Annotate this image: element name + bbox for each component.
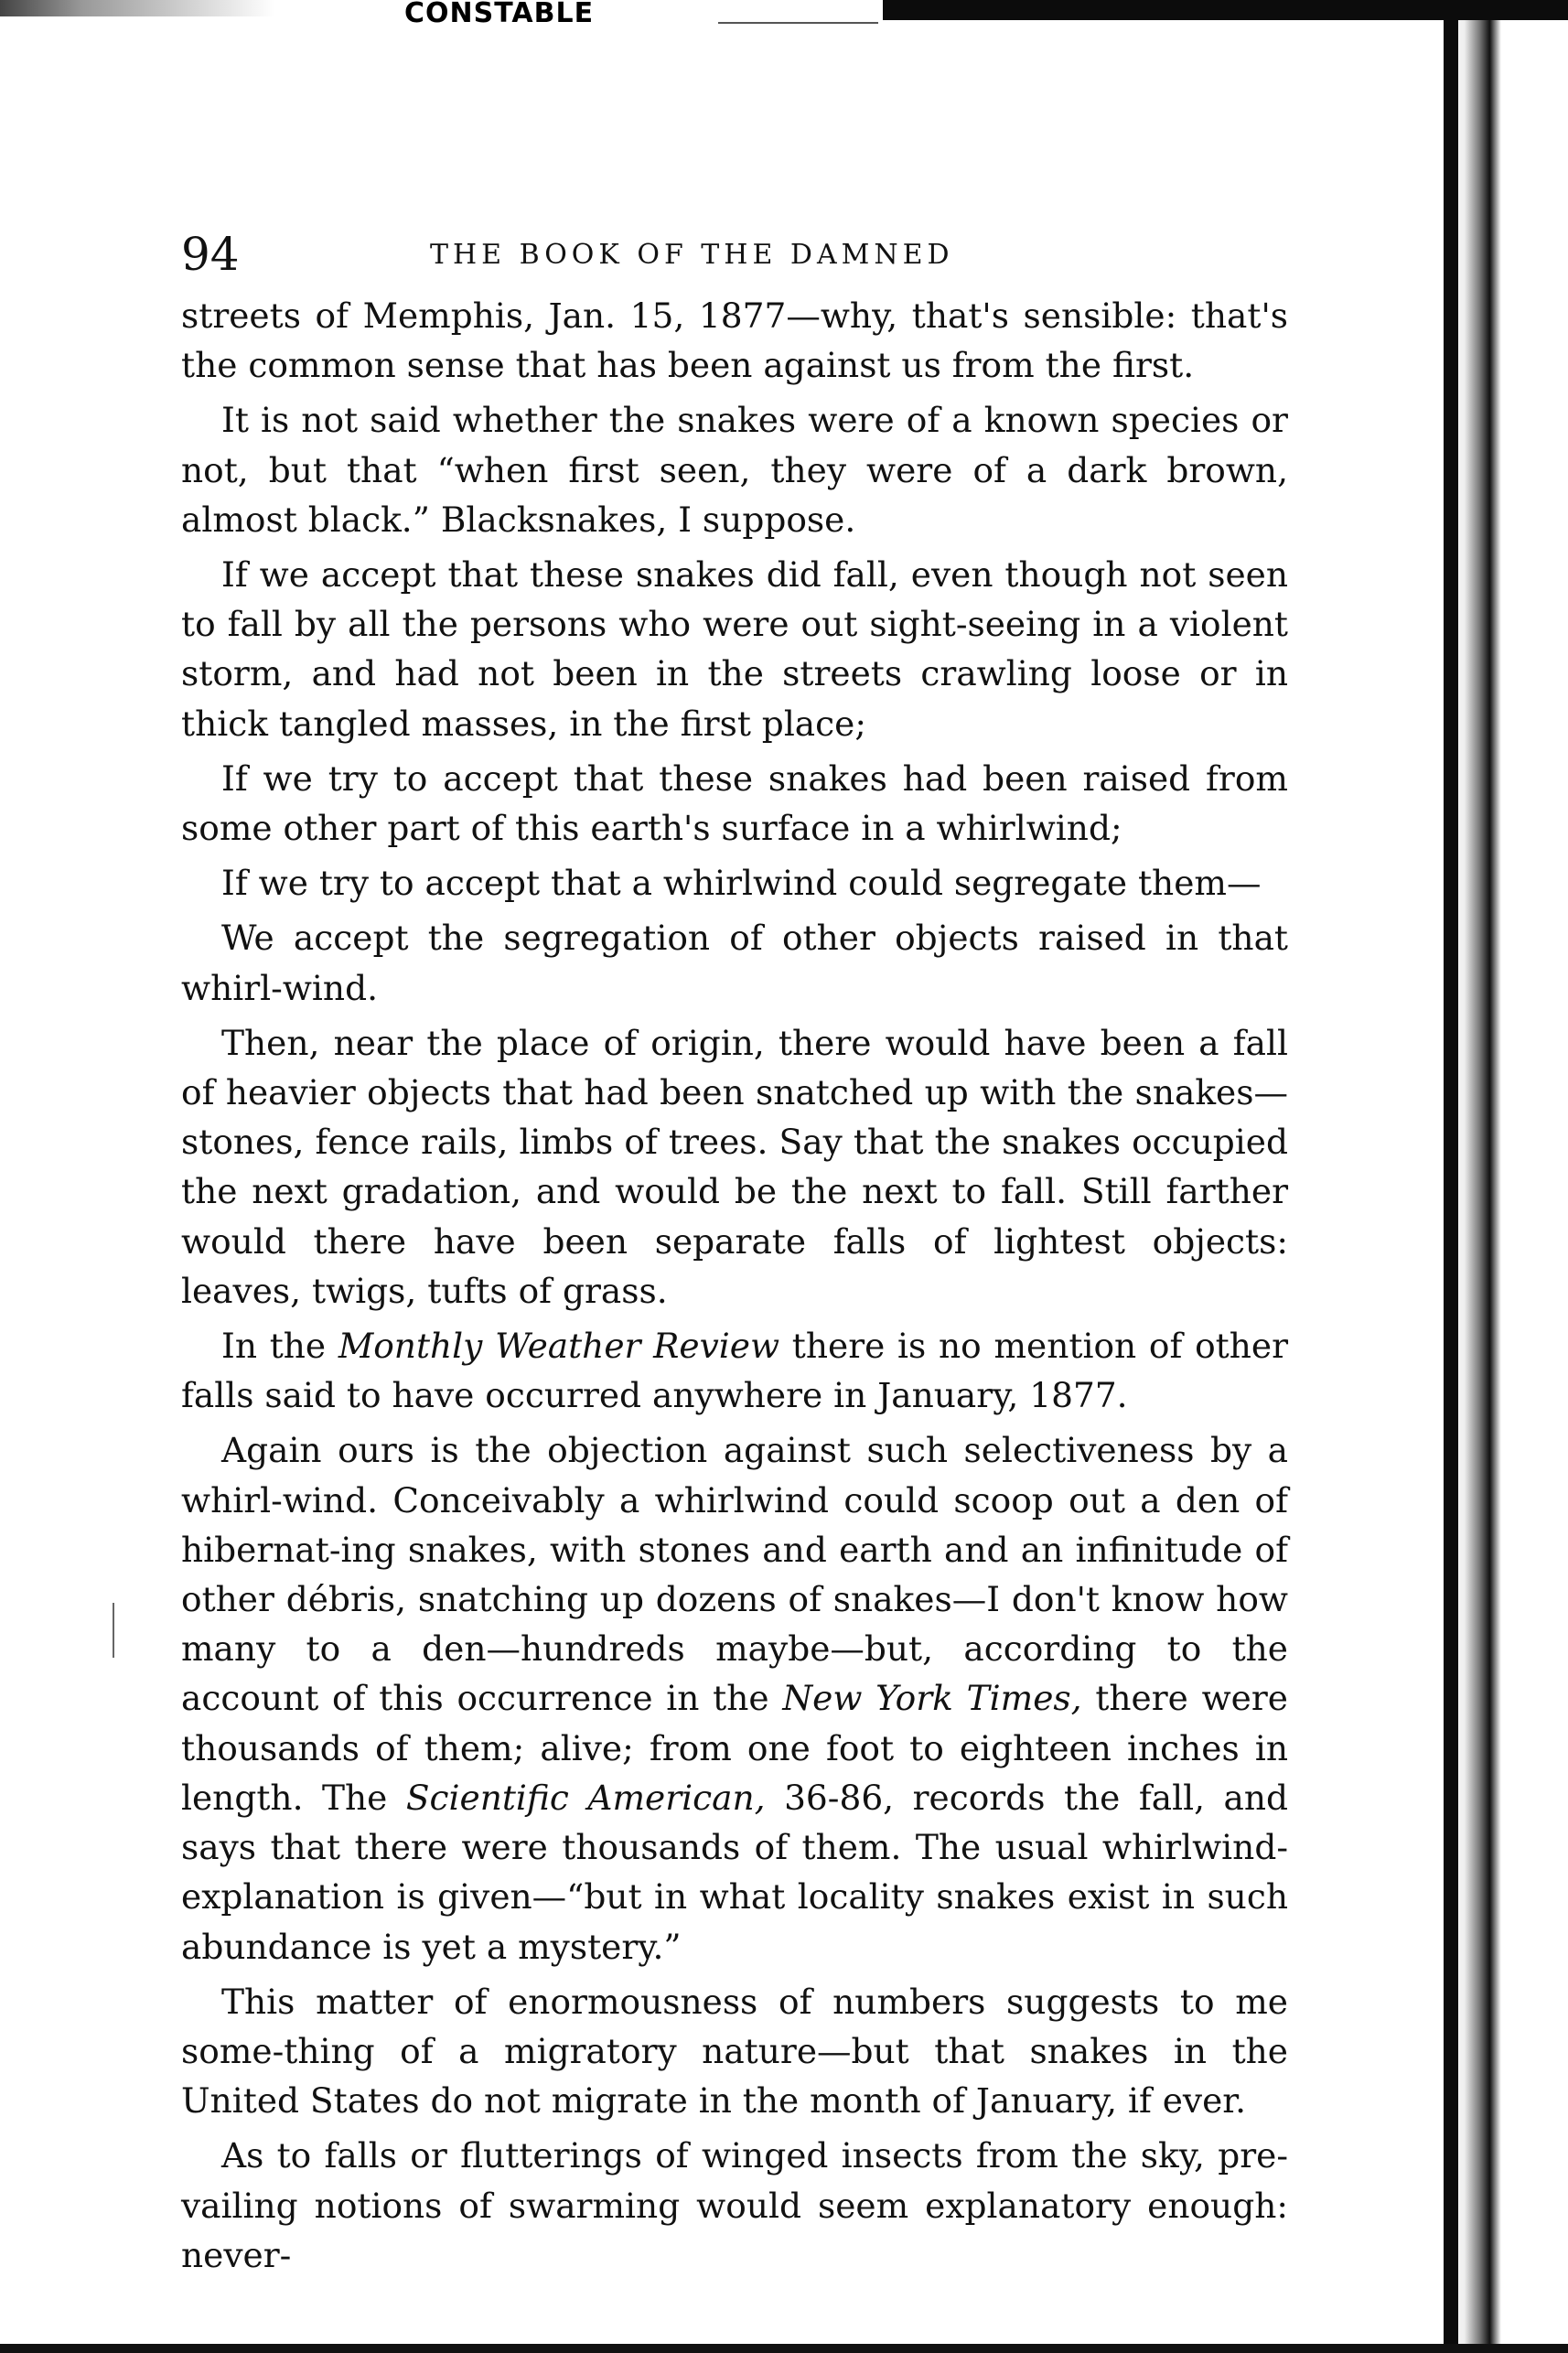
paragraph <box>181 1425 1288 1971</box>
paragraph: This matter of enormousness of numbers suggests to me some-thing of a migratory nature—but that snakes in the United States do not migrate in the month of January, if ever. <box>181 1981 1288 2122</box>
text-body <box>181 291 1288 2285</box>
book-spine-edge <box>1442 20 1568 2353</box>
book-spine-bar <box>1444 20 1458 2353</box>
running-head: THE BOOK OF THE DAMNED <box>430 239 954 271</box>
scan-top-label: CONSTABLE <box>404 0 595 29</box>
paragraph: If we accept that these snakes did fall, even though not seen to fall by all the persons who were out sight-seeing in a violent storm, and had not been in the streets crawling loose or in thick tangled masses, in the first place; <box>181 554 1288 744</box>
publication-title: New York Times, <box>782 1678 1082 1719</box>
paragraph <box>181 1321 1288 1420</box>
scan-edge-shadow <box>0 0 274 16</box>
paragraph: If we try to accept that a whirlwind could segregate them— <box>221 863 1262 904</box>
paragraph: We accept the segregation of other objects raised in that whirl-wind. <box>181 918 1288 1008</box>
scan-bottom-border <box>0 2344 1568 2353</box>
scan-top-border <box>883 0 1568 20</box>
paragraph-text: Again ours is the objection against such selectiveness by a whirl-wind. Conceivably a whirlwind could scoop out a den of hibernat-ing snakes, with stones and earth and an infinitude of other débris, snatching up dozens of snakes—I don't know how many to a den—hundreds maybe—but, according to the account of this occurrence in the <box>181 1430 1288 1719</box>
paragraph: streets of Memphis, Jan. 15, 1877—why, that's sensible: that's the common sense that has been against us from the first. <box>181 295 1288 386</box>
paragraph-text: there is no mention of other falls said to have occurred anywhere in January, 1877. <box>181 1326 1288 1416</box>
publication-title: Scientific American, <box>405 1777 766 1818</box>
page-number: 94 <box>181 228 240 281</box>
paragraph: Then, near the place of origin, there would have been a fall of heavier objects that had been snatched up with the snakes—stones, fence rails, limbs of trees. Say that the snakes occupied the next gradation, and would be the next to fall. Still farther would there have been separate falls of lightest objects: leaves, twigs, tufts of grass. <box>181 1022 1288 1311</box>
paragraph: As to falls or flutterings of winged insects from the sky, pre-vailing notions of swarming would seem explanatory enough: never- <box>181 2135 1288 2275</box>
scan-dash-mark <box>718 22 878 24</box>
publication-title: Monthly Weather Review <box>338 1326 780 1367</box>
paragraph: If we try to accept that these snakes had been raised from some other part of this earth's surface in a whirlwind; <box>181 757 1288 849</box>
paragraph-text: there were thousands of them; alive; from one foot to eighteen inches in length. The <box>181 1678 1288 1818</box>
paragraph-text: In the <box>221 1326 338 1367</box>
paragraph: It is not said whether the snakes were of a known species or not, but that “when first seen, they were of a dark brown, almost black.” Blacksnakes, I suppose. <box>181 400 1288 540</box>
page-header <box>181 227 1288 282</box>
paragraph-text: 36-86, records the fall, and says that there were thousands of them. The usual whirlwind-explanation is given—“but in what locality snakes exist in such abundance is yet a mystery.” <box>181 1777 1288 1967</box>
scan-stray-mark <box>113 1603 114 1658</box>
